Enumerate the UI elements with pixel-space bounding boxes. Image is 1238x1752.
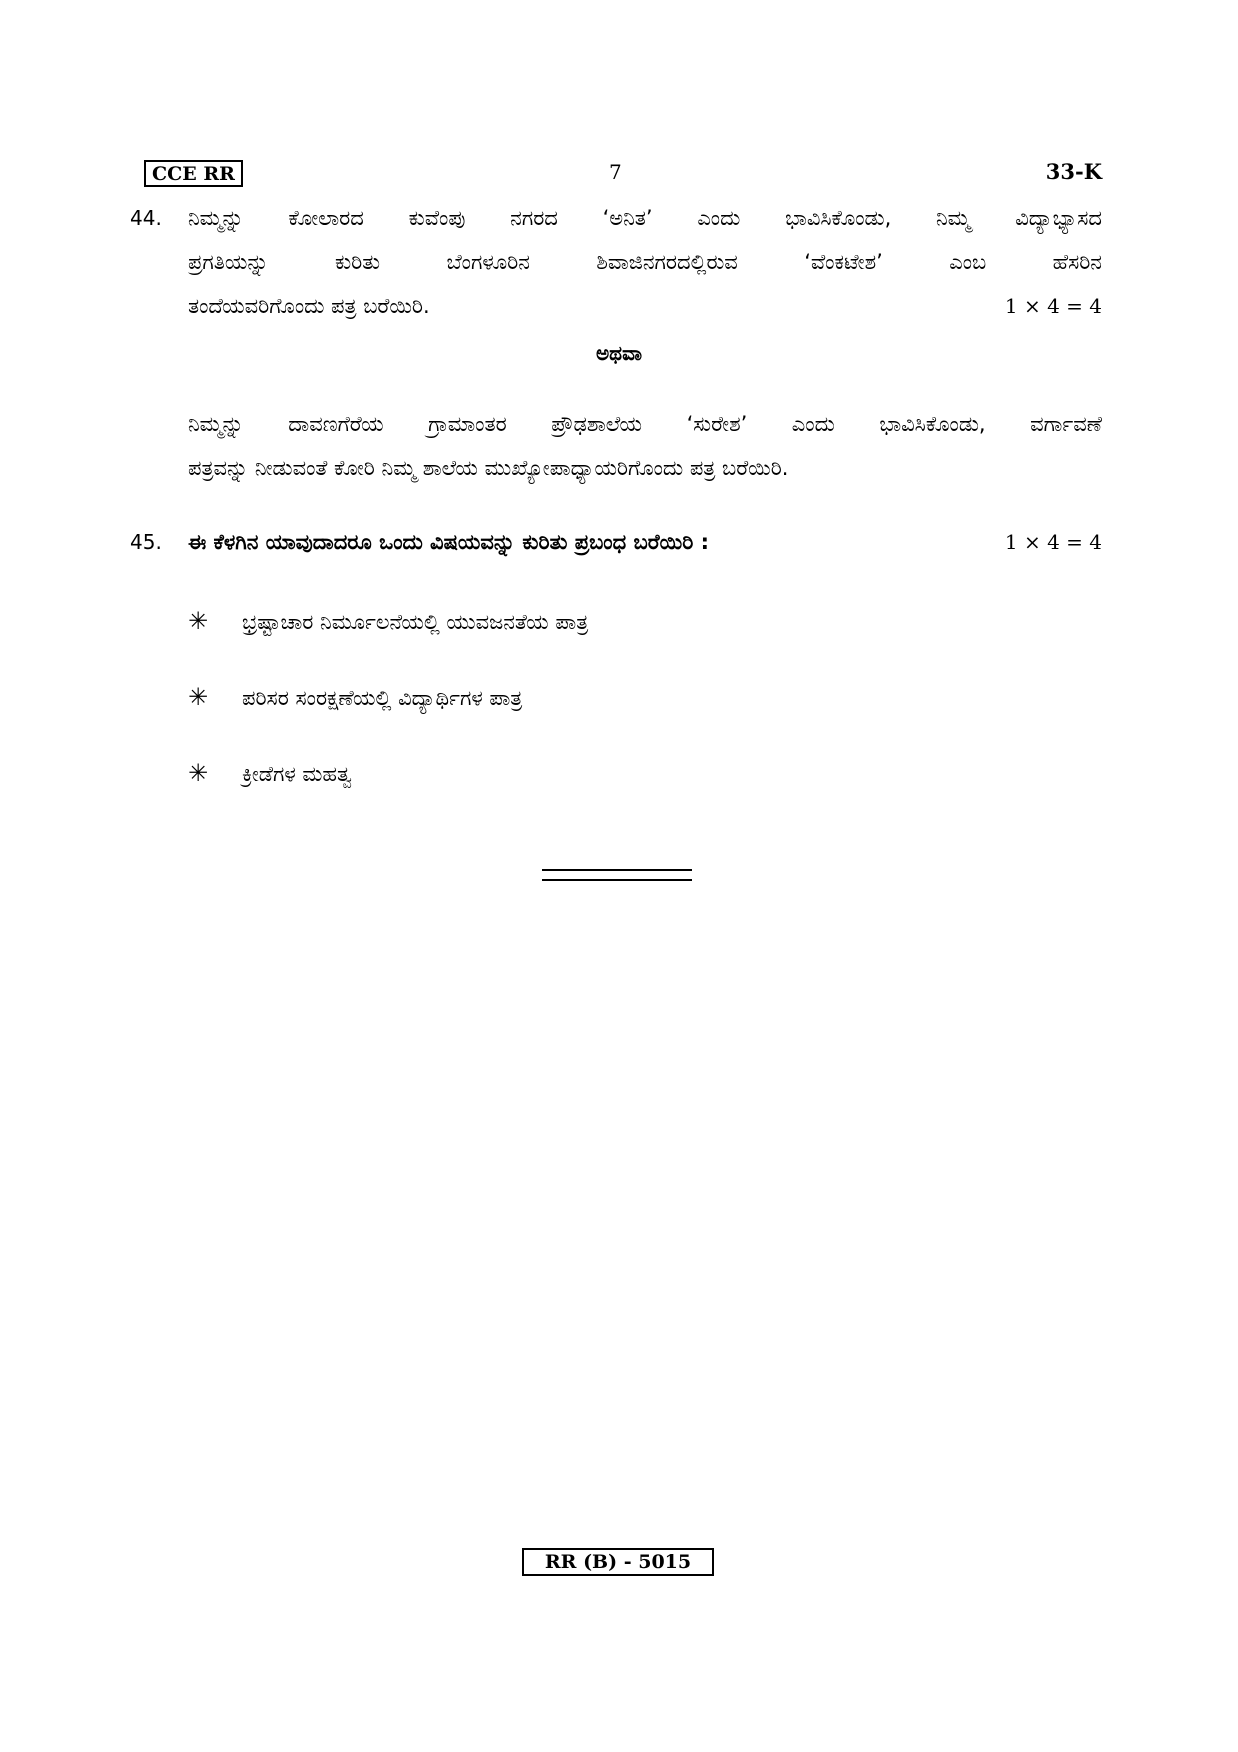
asterisk-icon: ✳ — [188, 683, 209, 711]
essay-option — [188, 758, 352, 789]
essay-option-text: ಪರಿಸರ ಸಂರಕ್ಷಣೆಯಲ್ಲಿ ವಿದ್ಯಾರ್ಥಿಗಳ ಪಾತ್ರ — [242, 686, 523, 710]
asterisk-icon: ✳ — [188, 759, 209, 787]
asterisk-icon: ✳ — [188, 607, 209, 635]
or-separator: ಅಥವಾ — [596, 341, 642, 365]
question-44-alt-text — [188, 402, 1102, 490]
question-line: ಈ ಕೆಳಗಿನ ಯಾವುದಾದರೂ ಒಂದು ವಿಷಯವನ್ನು ಕುರಿತು ಪ್ರಬಂಧ ಬರೆಯಿರಿ : — [188, 530, 709, 554]
essay-option-text: ಭ್ರಷ್ಟಾಚಾರ ನಿರ್ಮೂಲನೆಯಲ್ಲಿ ಯುವಜನತೆಯ ಪಾತ್ರ — [242, 610, 589, 634]
footer-code-box: RR (B) - 5015 — [522, 1548, 714, 1576]
question-44 — [130, 196, 1102, 336]
question-line: ನಿಮ್ಮನ್ನು ಕೋಲಾರದ ಕುವೆಂಪು ನಗರದ ‘ಅನಿತ’ ಎಂದು ಭಾವಿಸಿಕೊಂಡು, ನಿಮ್ಮ ವಿದ್ಯಾಭ್ಯಾಸದ — [188, 206, 1102, 230]
question-number: 44. — [130, 206, 162, 230]
page-number: 7 — [609, 160, 622, 184]
page-header — [144, 160, 1102, 190]
essay-option-text: ಕ್ರೀಡೆಗಳ ಮಹತ್ವ — [242, 762, 352, 786]
question-number: 45. — [130, 530, 162, 554]
question-line: ನಿಮ್ಮನ್ನು ದಾವಣಗೆರೆಯ ಗ್ರಾಮಾಂತರ ಪ್ರೌಢಶಾಲೆಯ ‘ಸುರೇಶ’ ಎಂದು ಭಾವಿಸಿಕೊಂಡು, ವರ್ಗಾವಣೆ — [188, 412, 1102, 436]
question-45 — [130, 520, 1102, 564]
paper-code: 33-K — [1045, 159, 1102, 184]
question-45-text — [188, 520, 1102, 564]
essay-option — [188, 682, 522, 713]
end-divider — [542, 869, 692, 881]
marks-label: 1 × 4 = 4 — [1004, 530, 1102, 554]
question-44-alternative — [130, 402, 1102, 492]
question-line: ಪ್ರಗತಿಯನ್ನು ಕುರಿತು ಬೆಂಗಳೂರಿನ ಶಿವಾಜಿನಗರದಲ್ಲಿರುವ ‘ವೆಂಕಟೇಶ’ ಎಂಬ ಹೆಸರಿನ — [188, 250, 1102, 274]
essay-option — [188, 606, 588, 637]
question-44-text — [188, 196, 1102, 328]
marks-label: 1 × 4 = 4 — [1004, 294, 1102, 318]
exam-code-box: CCE RR — [144, 160, 243, 187]
question-line: ತಂದೆಯವರಿಗೊಂದು ಪತ್ರ ಬರೆಯಿರಿ. — [188, 294, 430, 318]
question-line: ಪತ್ರವನ್ನು ನೀಡುವಂತೆ ಕೋರಿ ನಿಮ್ಮ ಶಾಲೆಯ ಮುಖ್ಯೋಪಾಧ್ಯಾಯರಿಗೊಂದು ಪತ್ರ ಬರೆಯಿರಿ. — [188, 456, 789, 480]
